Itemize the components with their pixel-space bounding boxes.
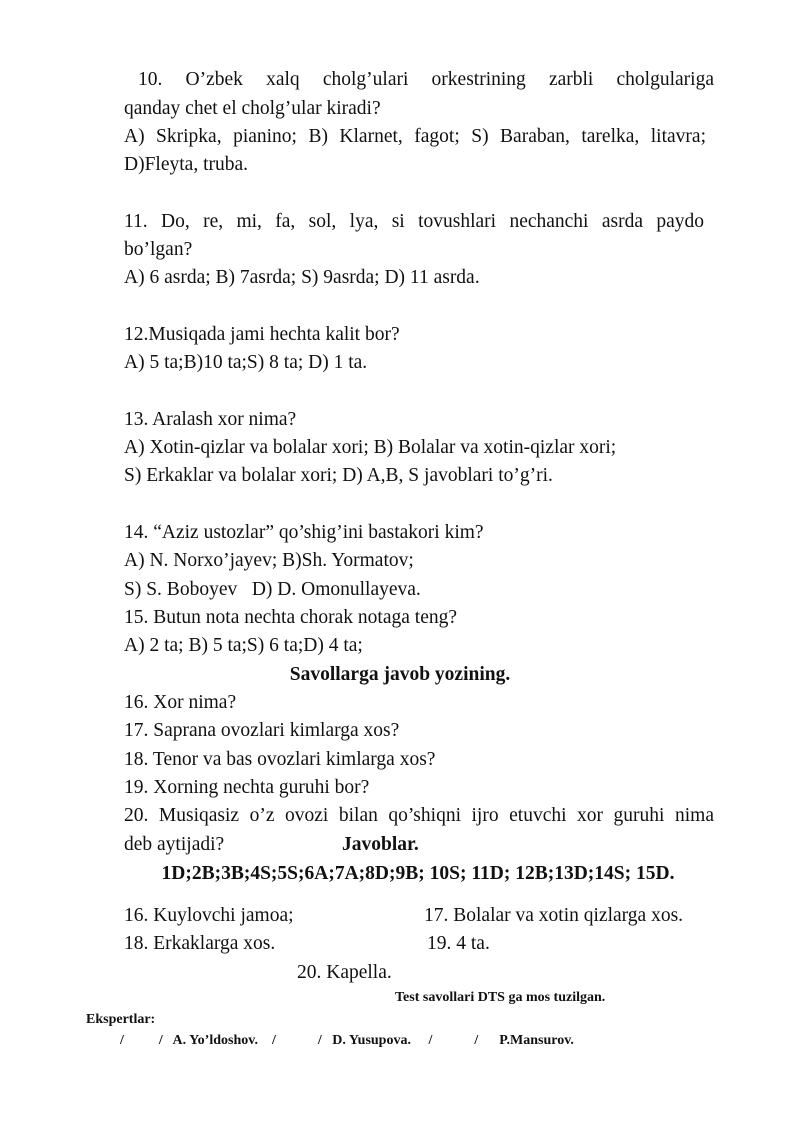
- question-14-options-cont: S) S. Boboyev D) D. Omonullayeva.: [124, 579, 421, 600]
- footer-note: Test savollari DTS ga mos tuzilgan.: [395, 990, 606, 1005]
- answer-key: 1D;2B;3B;4S;5S;6A;7A;8D;9B; 10S; 11D; 12B;13D;14S; 15D.: [161, 863, 675, 884]
- answer-20: 20. Kapella.: [297, 962, 392, 983]
- question-14: 14. “Aziz ustozlar” qo’shig’ini bastakori kim?: [124, 522, 484, 543]
- question-16: 16. Xor nima?: [124, 692, 237, 713]
- question-19: 19. Xorning nechta guruhi bor?: [124, 777, 370, 798]
- question-12-options: A) 5 ta;B)10 ta;S) 8 ta; D) 1 ta.: [124, 352, 368, 373]
- question-10-line-2: qanday chet el cholg’ular kiradi?: [124, 98, 381, 119]
- question-14-options: A) N. Norxo’jayev; B)Sh. Yormatov;: [124, 550, 414, 571]
- question-11-line-2: bo’lgan?: [124, 239, 193, 260]
- question-20-line-1: 20. Musiqasiz o’z ovozi bilan qo’shiqni ijro etuvchi xor guruhi nima: [124, 805, 714, 826]
- question-10-options-cont: D)Fleyta, truba.: [124, 154, 249, 175]
- question-17: 17. Saprana ovozlari kimlarga xos?: [124, 720, 400, 741]
- question-11-line-1: 11. Do, re, mi, fa, sol, lya, si tovushlari nechanchi asrda paydo: [124, 211, 704, 232]
- question-18: 18. Tenor va bas ovozlari kimlarga xos?: [124, 749, 436, 770]
- question-15-options: A) 2 ta; B) 5 ta;S) 6 ta;D) 4 ta;: [124, 635, 363, 656]
- expert-signatures: / / A. Yo’ldoshov. / / D. Yusupova. / / P.Mansurov.: [120, 1033, 574, 1048]
- answer-17: 17. Bolalar va xotin qizlarga xos.: [424, 905, 684, 926]
- answer-18: 18. Erkaklarga xos.: [124, 933, 276, 954]
- answers-heading: Javoblar.: [342, 834, 419, 855]
- question-11-options: A) 6 asrda; B) 7asrda; S) 9asrda; D) 11 asrda.: [124, 267, 480, 288]
- question-10-options: A) Skripka, pianino; B) Klarnet, fagot; S) Baraban, tarelka, litavra;: [124, 126, 706, 147]
- answer-19: 19. 4 ta.: [427, 933, 490, 954]
- question-13-options: A) Xotin-qizlar va bolalar xori; B) Bolalar va xotin-qizlar xori;: [124, 437, 617, 458]
- question-15: 15. Butun nota nechta chorak notaga teng?: [124, 607, 458, 628]
- question-12: 12.Musiqada jami hechta kalit bor?: [124, 324, 400, 345]
- section-heading: Savollarga javob yozining.: [289, 664, 511, 685]
- answer-16: 16. Kuylovchi jamoa;: [124, 905, 294, 926]
- question-13-options-cont: S) Erkaklar va bolalar xori; D) A,B, S javoblari to’g’ri.: [124, 465, 553, 486]
- question-20-line-2: deb aytijadi?: [124, 834, 225, 855]
- experts-label: Ekspertlar:: [86, 1012, 156, 1027]
- question-10-line-1: 10. O’zbek xalq cholg’ulari orkestrining zarbli cholgulariga: [138, 69, 714, 90]
- question-13: 13. Aralash xor nima?: [124, 409, 297, 430]
